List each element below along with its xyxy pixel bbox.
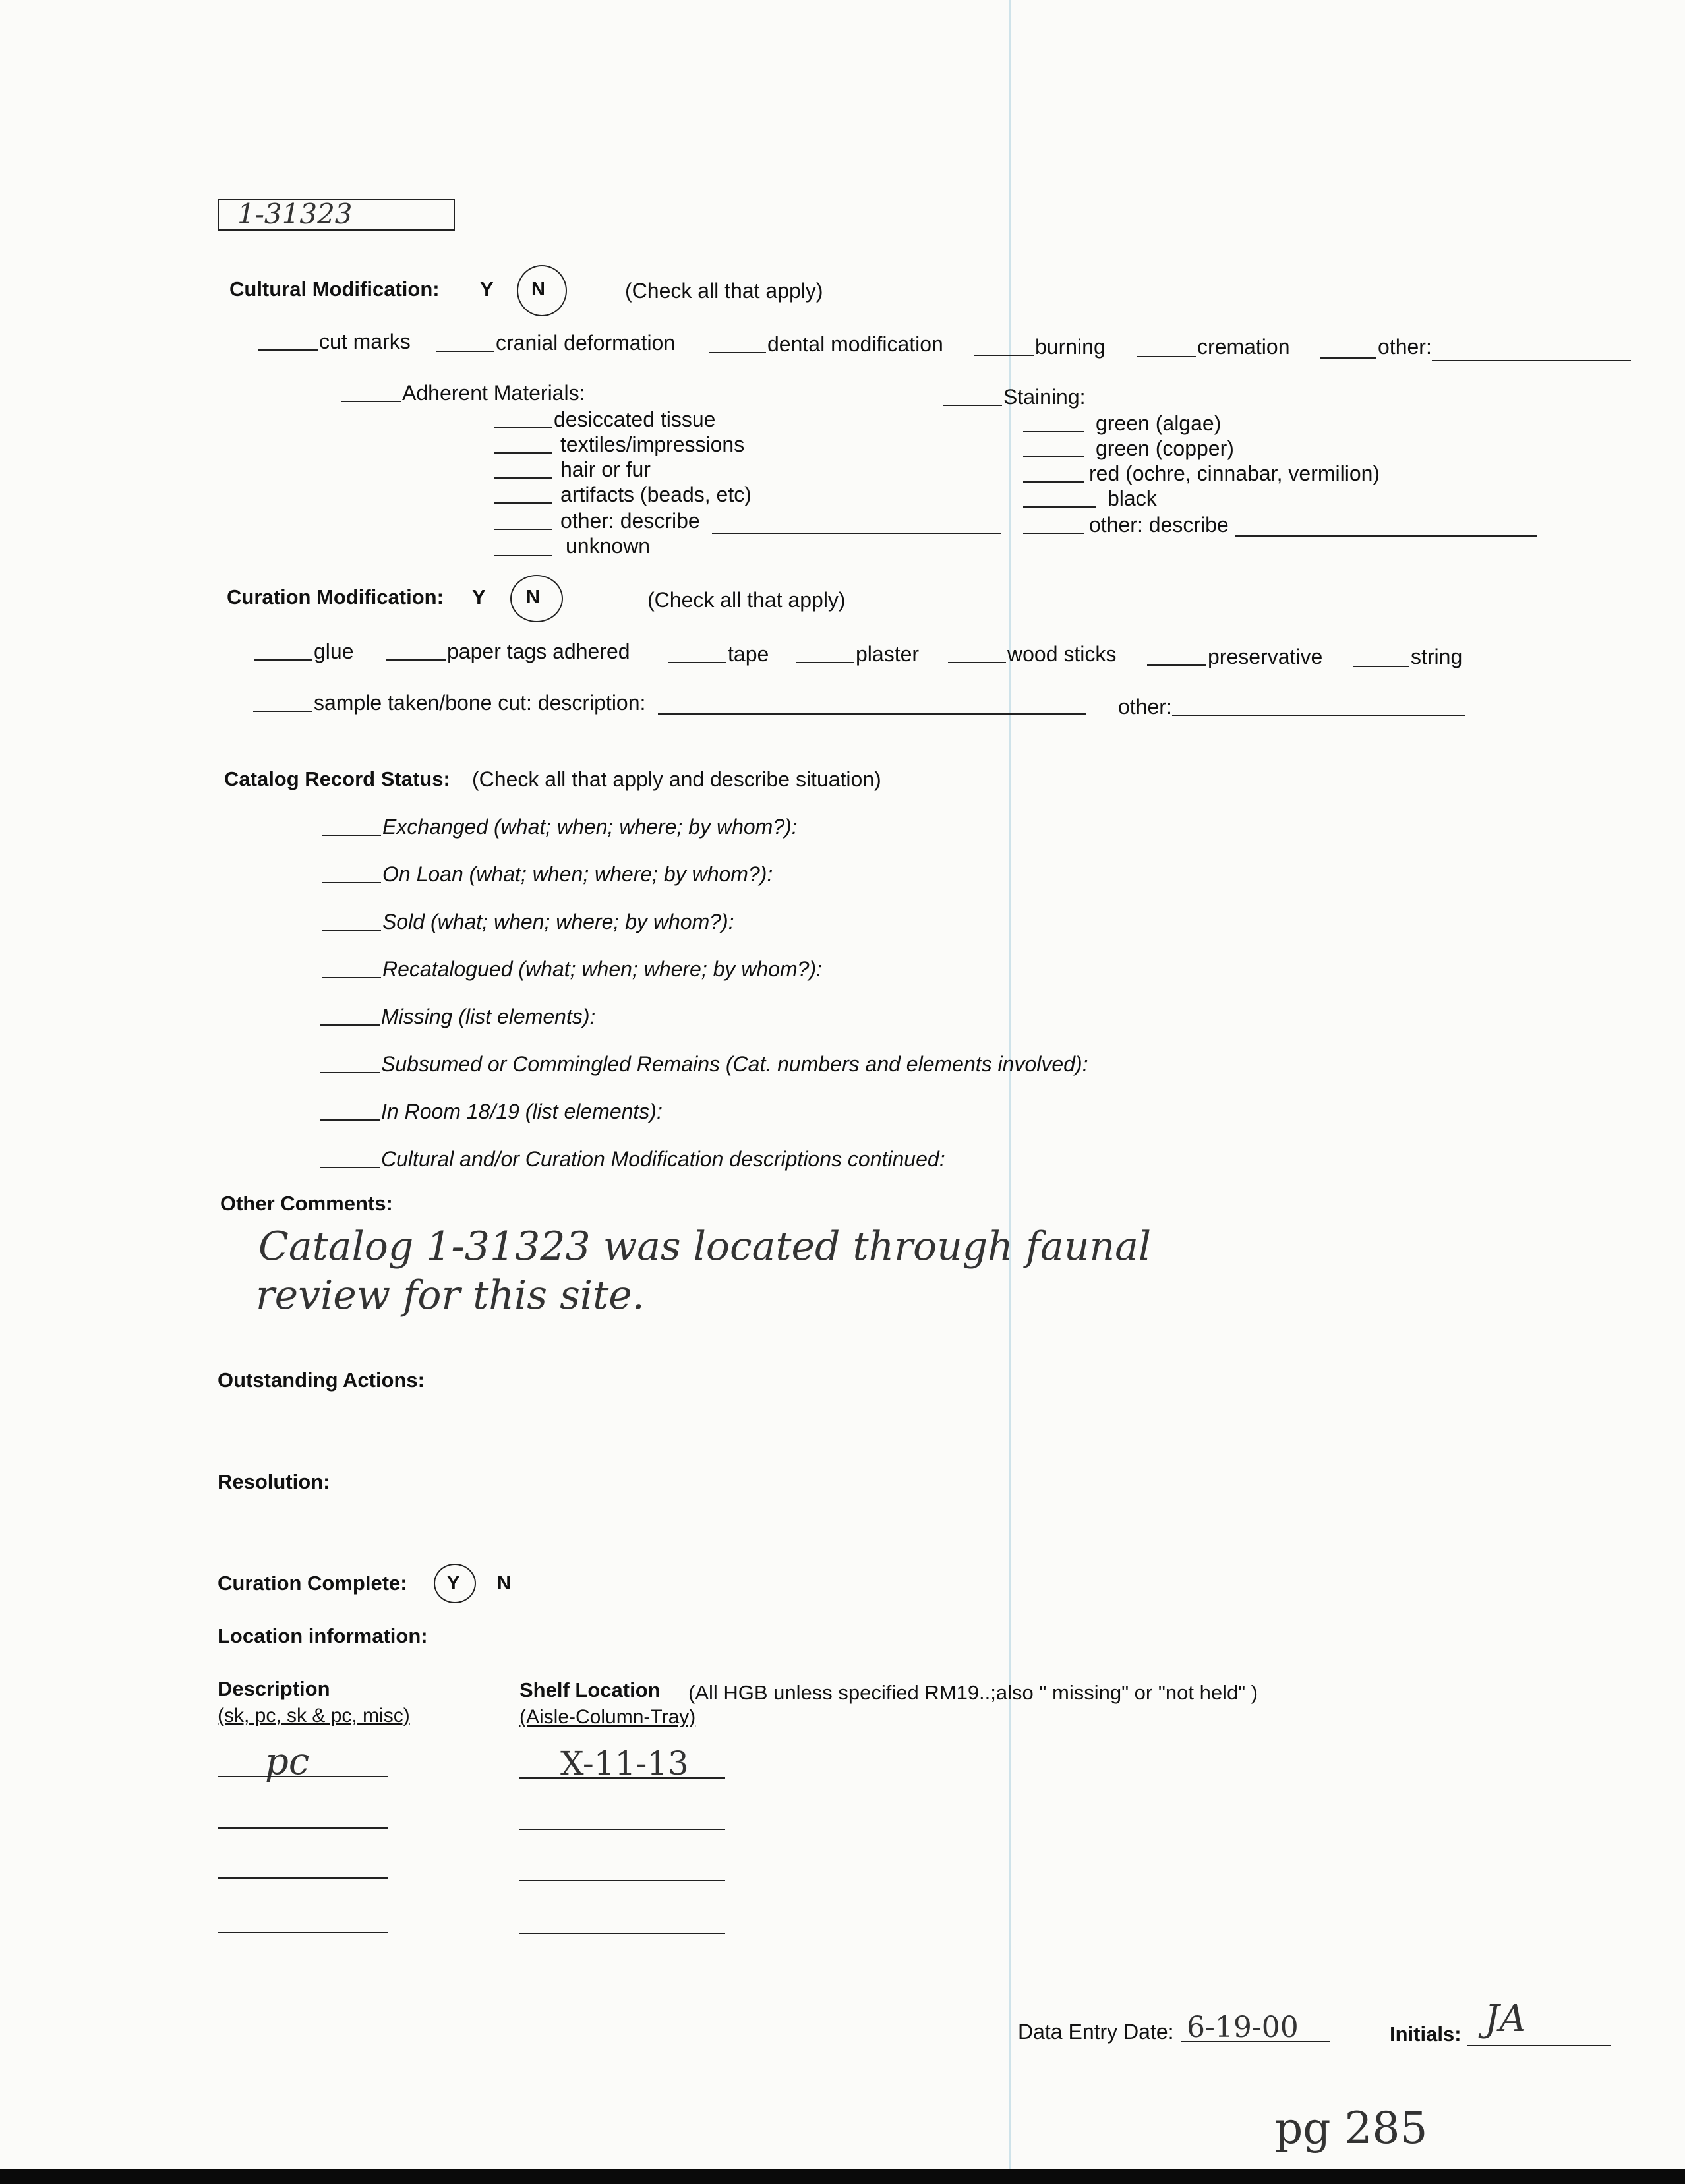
blank [386,659,446,661]
other-comments-title: Other Comments: [220,1192,393,1215]
shelf-line-4 [519,1933,725,1934]
blank [322,835,381,836]
blank [712,533,1001,534]
curation-complete-title: Curation Complete: [218,1572,407,1595]
blank [1023,456,1084,457]
description-line-3 [218,1877,388,1879]
blank [253,711,312,712]
cultural-y: Y [480,278,494,301]
initials-line [1467,2045,1611,2046]
curation-complete-n: N [497,1573,511,1594]
blank [322,882,381,883]
description-line-4 [218,1932,388,1933]
status-item: On Loan (what; when; where; by whom?): [382,862,773,886]
adherent-item: unknown [566,534,651,558]
status-item: Sold (what; when; where; by whom?): [382,910,734,933]
blank [948,662,1006,663]
blank [1432,360,1631,361]
curation-other: other: [1118,695,1172,719]
cultural-item-cut-marks: cut marks [319,330,411,353]
adherent-title: Adherent Materials: [402,381,585,405]
blank [436,351,494,352]
description-value: pc [265,1740,310,1783]
cultural-modification-title: Cultural Modification: [229,278,440,301]
curation-complete-y: Y [447,1573,460,1594]
status-item: Missing (list elements): [381,1005,596,1028]
status-item: In Room 18/19 (list elements): [381,1100,663,1123]
staining-title: Staining: [1003,385,1086,409]
staining-item: other: describe [1089,513,1229,537]
cultural-item-cranial: cranial deformation [496,331,676,355]
curation-y: Y [472,585,486,608]
data-entry-line [1181,2041,1330,2042]
adherent-item: other: describe [560,509,700,533]
shelf-line-2 [519,1829,725,1830]
shelf-head: Shelf Location [519,1678,661,1701]
adherent-item: textiles/impressions [560,432,745,456]
blank [974,355,1034,356]
staining-item: green (algae) [1096,411,1222,435]
scan-bottom-edge [0,2169,1685,2184]
blank [1137,356,1196,357]
curation-item: wood sticks [1007,642,1117,666]
status-item: Recatalogued (what; when; where; by whom?): [382,957,823,981]
description-line-1 [218,1776,388,1777]
adherent-item: desiccated tissue [554,407,716,431]
blank [320,1072,380,1073]
blank [1172,715,1465,716]
status-item: Subsumed or Commingled Remains (Cat. numbers and elements involved): [381,1052,1088,1076]
blank [1147,664,1206,666]
shelf-value: X-11-13 [560,1744,689,1783]
shelf-note: (All HGB unless specified RM19..;also " missing" or "not held" ) [688,1681,1258,1704]
shelf-line-1 [519,1777,725,1779]
blank [341,401,401,402]
cultural-item-cremation: cremation [1197,335,1290,359]
blank [1353,666,1409,667]
adherent-item: hair or fur [560,457,651,481]
location-title: Location information: [218,1624,428,1647]
catalog-status-note: (Check all that apply and describe situation) [472,767,881,791]
cultural-item-dental: dental modification [767,332,943,356]
cultural-item-other: other: [1378,335,1432,359]
catalog-status-title: Catalog Record Status: [224,767,450,790]
blank [494,529,552,530]
blank [254,659,312,661]
curation-n: N [526,587,540,608]
curation-item: paper tags adhered [447,639,630,663]
data-entry-label: Data Entry Date: [1018,2020,1174,2044]
initials-value: JA [1485,1997,1526,2040]
description-sub: (sk, pc, sk & pc, misc) [218,1705,410,1727]
adherent-item: artifacts (beads, etc) [560,483,752,506]
blank [494,502,552,504]
staining-item: black [1108,487,1157,510]
blank [322,977,381,978]
resolution-title: Resolution: [218,1470,330,1493]
other-comments-line1: Catalog 1-31323 was located through faunal [258,1224,1152,1270]
blank [320,1024,380,1026]
cultural-item-burning: burning [1035,335,1106,359]
curation-item: glue [314,639,354,663]
curation-item: preservative [1208,645,1323,668]
curation-item: plaster [856,642,920,666]
blank [258,349,318,351]
blank [494,452,552,454]
blank [494,477,552,479]
blank [658,713,1086,715]
blank [1023,431,1084,432]
blank [796,662,854,663]
curation-item: tape [728,642,769,666]
catalog-number-handwritten: 1-31323 [237,198,353,230]
shelf-sub: (Aisle-Column-Tray) [519,1706,696,1728]
other-comments-line2: review for this site. [256,1272,645,1318]
status-item: Exchanged (what; when; where; by whom?): [382,815,798,839]
staining-item: green (copper) [1096,436,1234,460]
curation-modification-title: Curation Modification: [227,585,444,608]
shelf-line-3 [519,1880,725,1881]
data-entry-value: 6-19-00 [1187,2011,1299,2044]
page-mark: pg 285 [1275,2103,1428,2154]
blank [322,930,381,931]
staining-item: red (ochre, cinnabar, vermilion) [1089,461,1380,485]
description-head: Description [218,1677,330,1700]
curation-note: (Check all that apply) [647,588,846,612]
blank [1320,357,1376,359]
status-item: Cultural and/or Curation Modification descriptions continued: [381,1147,945,1171]
blank [1023,533,1084,534]
cultural-note: (Check all that apply) [625,279,823,303]
blank [494,427,552,428]
curation-sample: sample taken/bone cut: description: [314,691,646,715]
blank [320,1119,380,1121]
cultural-n: N [531,279,545,300]
initials-label: Initials: [1390,2022,1462,2046]
blank [1023,481,1084,483]
blank [494,555,552,556]
blank [320,1167,380,1168]
blank [668,662,726,663]
blank [1023,506,1096,508]
outstanding-actions-title: Outstanding Actions: [218,1369,425,1392]
description-line-2 [218,1827,388,1829]
curation-item: string [1411,645,1463,668]
blank [943,405,1002,406]
blank [709,352,766,353]
blank [1235,535,1537,537]
scan-crease-line [1009,0,1011,2169]
